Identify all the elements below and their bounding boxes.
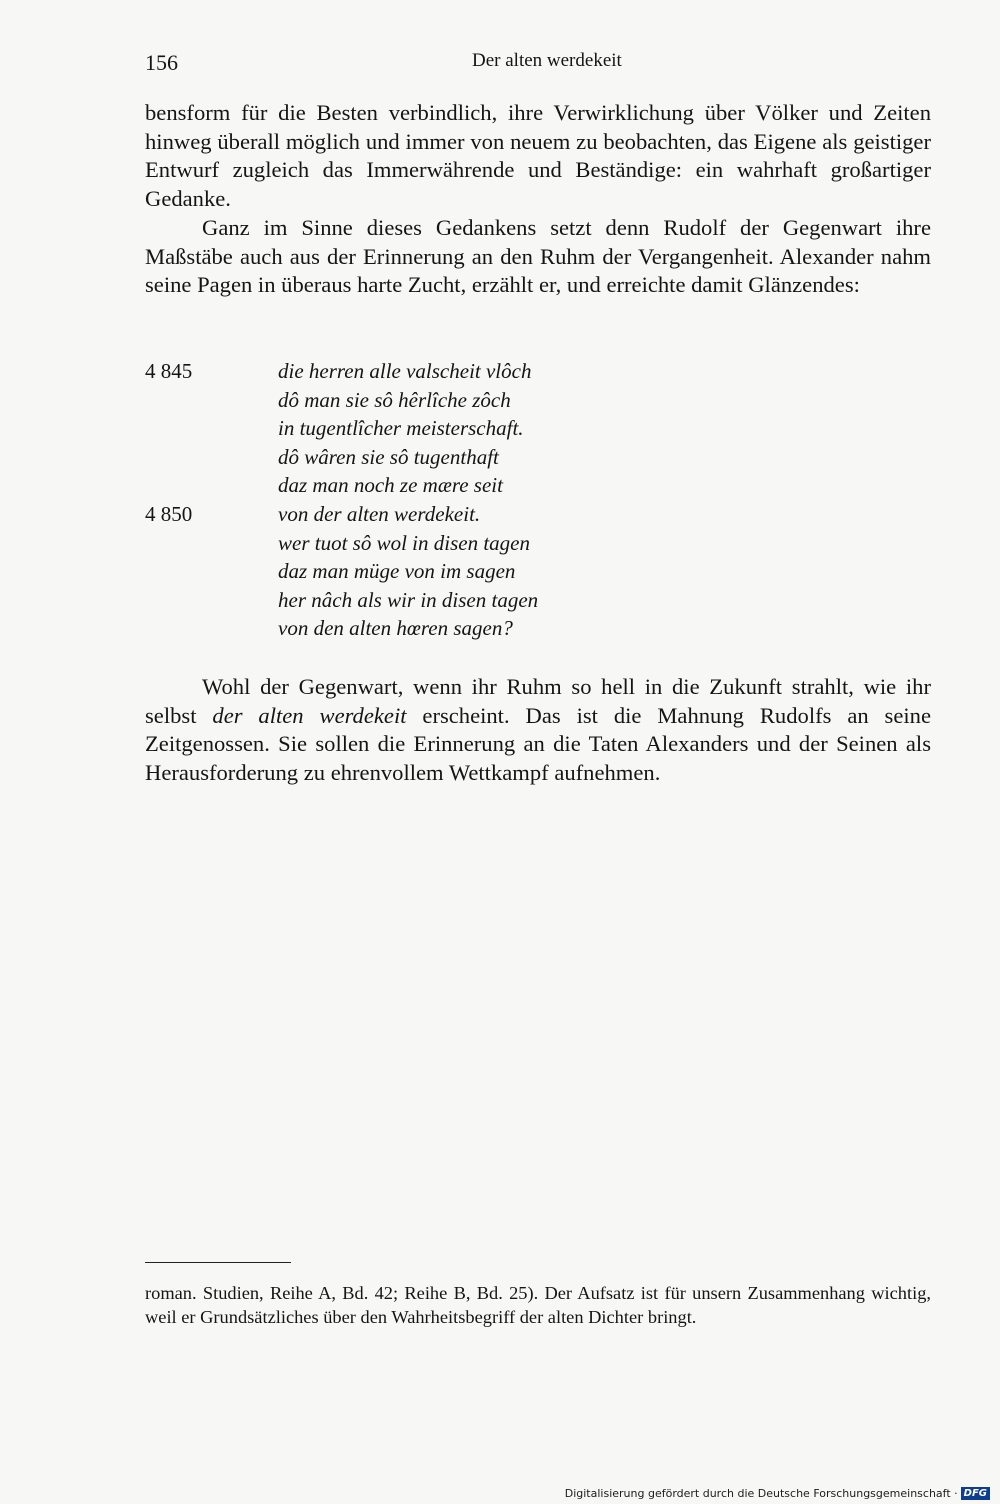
verse-line	[145, 529, 745, 558]
footnote: roman. Studien, Reihe A, Bd. 42; Reihe B, Bd. 25). Der Aufsatz ist für unsern Zusammenhang wichtig, weil er Grundsätzliches über den Wahrheitsbegriff der alten Dichter bringt.	[145, 1283, 931, 1327]
verse-line-text: daz man müge von im sagen	[278, 559, 516, 584]
verse-line	[145, 414, 745, 443]
verse-quotation	[145, 357, 745, 643]
verse-line	[145, 614, 745, 643]
digitization-credit	[565, 1487, 990, 1500]
paragraph-gegenwart	[145, 673, 931, 787]
paragraph-text: erscheint. Das ist die Mahnung Rudolfs an seine Zeitgenossen. Sie sollen die Erinnerung an die Taten Alexanders und der Seinen als Herausforderung zu ehrenvollem Wettkampf aufnehmen.	[145, 702, 931, 785]
emphasis-quote: der alten werdekeit	[212, 702, 407, 728]
verse-line-number: 4 845	[145, 359, 193, 383]
verse-line	[145, 443, 745, 472]
footnote-divider	[145, 1262, 291, 1263]
verse-line-text: dô man sie sô hêrlîche zôch	[278, 387, 511, 412]
verse-line	[145, 500, 745, 529]
verse-line-text: wer tuot sô wol in disen tagen	[278, 530, 530, 555]
credit-text: Digitalisierung gefördert durch die Deutsche Forschungsgemeinschaft ·	[564, 1487, 958, 1500]
verse-line	[145, 586, 745, 615]
running-title: Der alten werdekeit	[472, 50, 622, 71]
dfg-logo: DFG	[961, 1487, 990, 1500]
verse-line-text: von den alten hœren sagen?	[278, 616, 513, 641]
verse-line-text: von der alten werdekeit.	[278, 501, 481, 526]
verse-line-text: die herren alle valscheit vlôch	[278, 359, 532, 383]
verse-line	[145, 386, 745, 415]
paragraph-rudolf: Ganz im Sinne dieses Gedankens setzt denn Rudolf der Gegenwart ihre Maßstäbe auch aus der Erinnerung an den Ruhm der Vergangenheit. Alexander nahm seine Pagen in überaus harte Zucht, erzählt er, und erreichte damit Glänzendes:	[145, 215, 931, 298]
verse-line-text: her nâch als wir in disen tagen	[278, 587, 539, 612]
verse-line-text: dô wâren sie sô tugenthaft	[278, 444, 499, 469]
verse-line-text: in tugentlîcher meisterschaft.	[278, 416, 524, 441]
page-number: 156	[145, 50, 178, 75]
verse-line	[145, 557, 745, 586]
paragraph-continuation: bensform für die Besten verbindlich, ihre Verwirklichung über Völker und Zeiten hinweg überall möglich und immer von neuem zu beobachten, das Eigene als geistiger Entwurf zugleich das Immerwährende und Beständige: ein wahrhaft großartiger Gedanke.	[145, 100, 931, 211]
verse-line-text: daz man noch ze mære seit	[278, 473, 503, 498]
paragraph-text: Wohl der Gegenwart, wenn ihr Ruhm so hell in die Zukunft strahlt, wie ihr selbst	[145, 674, 931, 728]
verse-line	[145, 471, 745, 500]
verse-line	[145, 357, 745, 386]
verse-line-number: 4 850	[145, 501, 193, 526]
